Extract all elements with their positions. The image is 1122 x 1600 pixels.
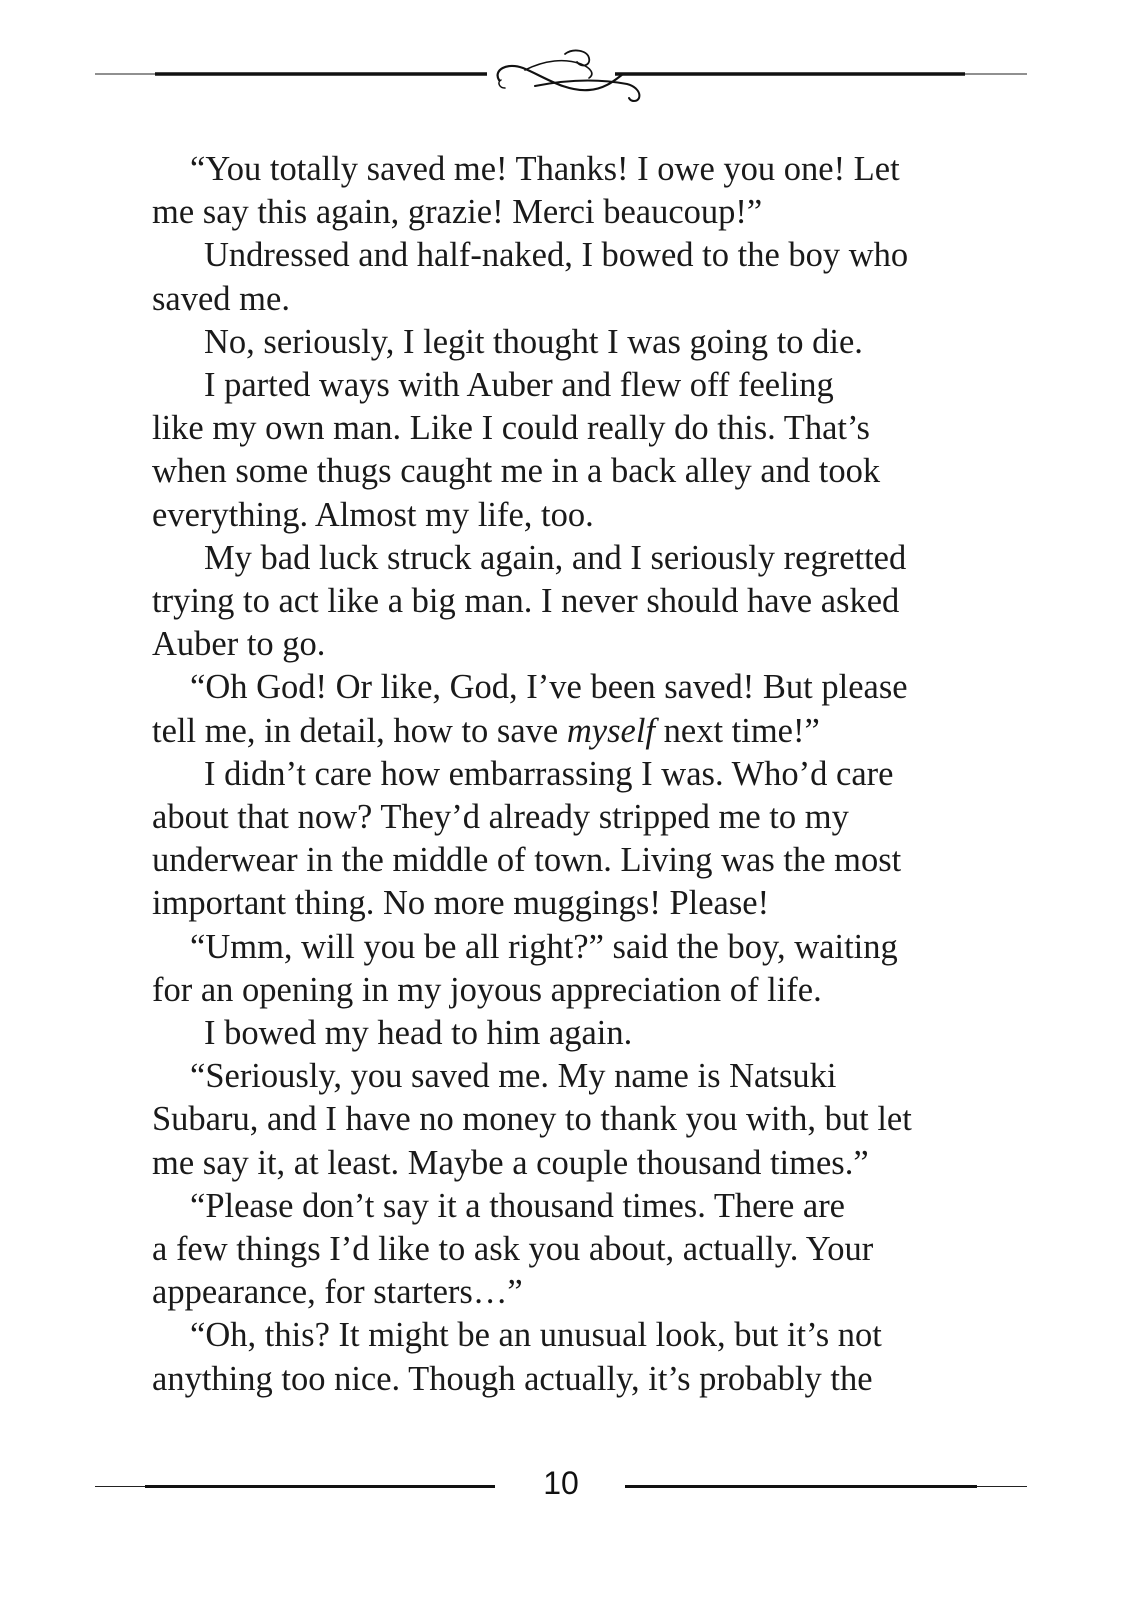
text-line: for an opening in my joyous appreciation of life. [152, 970, 822, 1009]
text-line: a few things I’d like to ask you about, actually. Your [152, 1230, 874, 1269]
text-line: about that now? They’d already stripped me to my [152, 798, 849, 837]
text-line: Auber to go. [152, 625, 326, 664]
text-line: me say this again, grazie! Merci beaucoup!” [152, 193, 763, 232]
text-line: appearance, for starters…” [152, 1273, 523, 1312]
text-line: “Seriously, you saved me. My name is Natsuki [190, 1057, 837, 1096]
text-line: No, seriously, I legit thought I was going to die. [204, 322, 863, 361]
text-line: I bowed my head to him again. [204, 1014, 633, 1053]
page-number: 10 [543, 1465, 579, 1501]
header-flourish-ornament [95, 40, 1027, 110]
text-line: “Oh, this? It might be an unusual look, but it’s not [190, 1316, 882, 1355]
page-footer [95, 1462, 1027, 1512]
text-line: “Oh God! Or like, God, I’ve been saved! But please [190, 668, 908, 707]
text-line: when some thugs caught me in a back alley and took [152, 452, 881, 491]
text-line: me say it, at least. Maybe a couple thousand times.” [152, 1143, 869, 1182]
text-fragment: tell me, in detail, how to save [152, 711, 567, 750]
text-line: like my own man. Like I could really do this. That’s [152, 409, 870, 448]
text-line: important thing. No more muggings! Please! [152, 884, 770, 923]
text-line: everything. Almost my life, too. [152, 495, 594, 534]
text-fragment: next time!” [655, 711, 820, 750]
text-line: trying to act like a big man. I never should have asked [152, 582, 900, 621]
text-line: anything too nice. Though actually, it’s probably the [152, 1359, 873, 1398]
text-line: “Please don’t say it a thousand times. There are [190, 1186, 845, 1225]
text-line: Subaru, and I have no money to thank you with, but let [152, 1100, 912, 1139]
text-line [152, 710, 972, 753]
body-text [152, 148, 972, 1401]
text-line: I parted ways with Auber and flew off feeling [204, 366, 834, 405]
text-line: saved me. [152, 279, 290, 318]
emphasized-word: myself [566, 711, 655, 750]
text-line: My bad luck struck again, and I seriously regretted [204, 538, 907, 577]
text-line: underwear in the middle of town. Living was the most [152, 841, 902, 880]
text-line: “Umm, will you be all right?” said the boy, waiting [190, 927, 898, 966]
footer-rule-left [95, 1486, 495, 1487]
text-line: I didn’t care how embarrassing I was. Who’d care [204, 754, 894, 793]
text-line: “You totally saved me! Thanks! I owe you one! Let [190, 150, 900, 188]
text-line: Undressed and half-naked, I bowed to the boy who [204, 236, 909, 275]
footer-rule-right [625, 1486, 1027, 1487]
